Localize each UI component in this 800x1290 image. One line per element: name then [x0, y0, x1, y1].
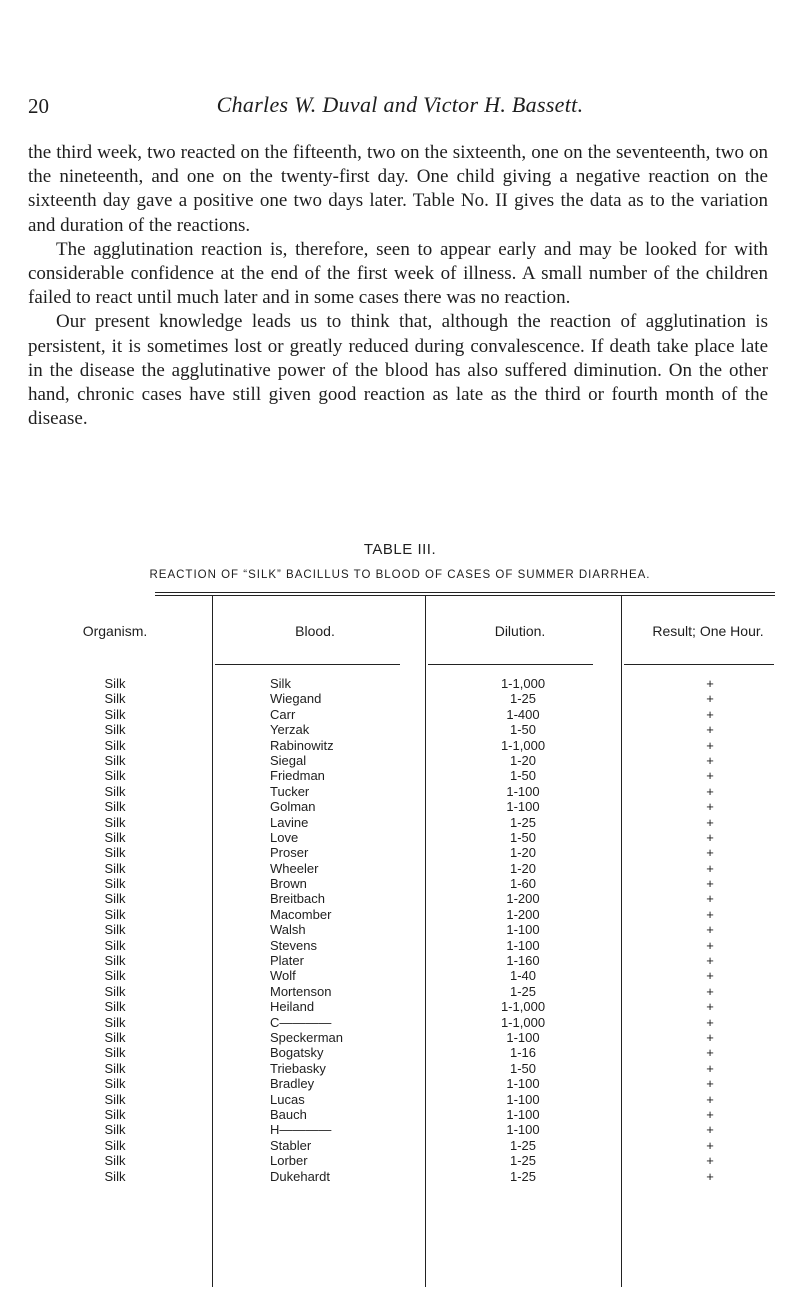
organism-cell: Silk	[104, 876, 126, 892]
result-cell: +	[706, 1153, 714, 1169]
table-row	[0, 799, 800, 814]
dilution-cell: 1-25	[509, 1168, 537, 1184]
blood-cell: Speckerman	[270, 1029, 343, 1045]
result-cell: +	[706, 1014, 714, 1030]
dilution-cell: 1-100	[506, 1106, 540, 1122]
dilution-cell: 1-25	[509, 983, 537, 999]
result-cell: +	[706, 953, 714, 969]
blood-cell: Tucker	[270, 783, 310, 799]
blood-cell: Dukehardt	[270, 1168, 330, 1184]
column-header-blood: Blood.	[295, 623, 335, 639]
table-row	[0, 1076, 800, 1091]
blood-cell: H————	[270, 1122, 332, 1138]
blood-cell: Stabler	[270, 1137, 312, 1153]
table-title: TABLE III.	[363, 541, 437, 558]
blood-cell: Triebasky	[270, 1060, 326, 1076]
dilution-cell: 1-1,000	[500, 1014, 546, 1030]
organism-cell: Silk	[104, 691, 126, 707]
result-cell: +	[706, 860, 714, 876]
table-row	[0, 1153, 800, 1168]
blood-cell: Friedman	[270, 768, 325, 784]
organism-cell: Silk	[104, 1106, 126, 1122]
dilution-cell: 1-25	[509, 1137, 537, 1153]
organism-cell: Silk	[104, 845, 126, 861]
table-row	[0, 753, 800, 768]
result-cell: +	[706, 1168, 714, 1184]
result-cell: +	[706, 1091, 714, 1107]
result-cell: +	[706, 722, 714, 738]
table-row	[0, 815, 800, 830]
table-row	[0, 1092, 800, 1107]
dilution-cell: 1-20	[509, 860, 537, 876]
column-header-dilution: Dilution.	[494, 623, 546, 639]
dilution-cell: 1-100	[506, 922, 540, 938]
dilution-cell: 1-20	[509, 752, 537, 768]
blood-cell: Lorber	[270, 1153, 308, 1169]
header-rule	[624, 664, 774, 665]
organism-cell: Silk	[104, 1076, 126, 1092]
dilution-cell: 1-20	[509, 845, 537, 861]
table-row	[0, 1045, 800, 1060]
blood-cell: Proser	[270, 845, 309, 861]
organism-cell: Silk	[104, 891, 126, 907]
table-row	[0, 891, 800, 906]
header-rule	[428, 664, 593, 665]
organism-cell: Silk	[104, 676, 126, 691]
table-row	[0, 768, 800, 783]
result-cell: +	[706, 737, 714, 753]
organism-cell: Silk	[104, 968, 126, 984]
blood-cell: Golman	[270, 799, 316, 815]
organism-cell: Silk	[104, 937, 126, 953]
blood-cell: Walsh	[270, 922, 306, 938]
table-row	[0, 1107, 800, 1122]
table-row	[0, 1122, 800, 1137]
table-row	[0, 1015, 800, 1030]
table-row	[0, 999, 800, 1014]
blood-cell: Yerzak	[270, 722, 310, 738]
result-cell: +	[706, 706, 714, 722]
blood-cell: Carr	[270, 706, 296, 722]
result-cell: +	[706, 1122, 714, 1138]
result-cell: +	[706, 983, 714, 999]
organism-cell: Silk	[104, 706, 126, 722]
organism-cell: Silk	[104, 783, 126, 799]
dilution-cell: 1-1,000	[500, 999, 546, 1015]
dilution-cell: 1-1,000	[500, 676, 546, 691]
dilution-cell: 1-200	[506, 906, 540, 922]
organism-cell: Silk	[104, 737, 126, 753]
organism-cell: Silk	[104, 829, 126, 845]
blood-cell: C————	[270, 1014, 332, 1030]
result-cell: +	[706, 676, 714, 691]
organism-cell: Silk	[104, 1045, 126, 1061]
table-row	[0, 676, 800, 691]
blood-cell: Wolf	[270, 968, 296, 984]
organism-cell: Silk	[104, 1091, 126, 1107]
blood-cell: Lucas	[270, 1091, 305, 1107]
result-cell: +	[706, 906, 714, 922]
dilution-cell: 1-100	[506, 937, 540, 953]
result-cell: +	[706, 768, 714, 784]
dilution-cell: 1-100	[506, 1076, 540, 1092]
dilution-cell: 1-160	[506, 953, 540, 969]
header-rule	[215, 664, 400, 665]
organism-cell: Silk	[104, 1122, 126, 1138]
result-cell: +	[706, 999, 714, 1015]
dilution-cell: 1-100	[506, 1091, 540, 1107]
blood-cell: Bradley	[270, 1076, 315, 1092]
table-row	[0, 1061, 800, 1076]
dilution-cell: 1-50	[509, 829, 537, 845]
table-row	[0, 938, 800, 953]
blood-cell: Bogatsky	[270, 1045, 324, 1061]
blood-cell: Mortenson	[270, 983, 332, 999]
table-row	[0, 830, 800, 845]
dilution-cell: 1-25	[509, 691, 537, 707]
result-cell: +	[706, 1045, 714, 1061]
body-text	[28, 141, 768, 431]
result-cell: +	[706, 891, 714, 907]
table-row	[0, 984, 800, 999]
table-row	[0, 845, 800, 860]
organism-cell: Silk	[104, 722, 126, 738]
result-cell: +	[706, 1029, 714, 1045]
blood-cell: Heiland	[270, 999, 315, 1015]
page-header	[0, 88, 800, 122]
result-cell: +	[706, 799, 714, 815]
blood-cell: Stevens	[270, 937, 317, 953]
table-row	[0, 922, 800, 937]
table-top-rule-2	[155, 595, 775, 596]
table-row	[0, 876, 800, 891]
organism-cell: Silk	[104, 1060, 126, 1076]
table-row	[0, 707, 800, 722]
organism-cell: Silk	[104, 922, 126, 938]
blood-cell: Macomber	[270, 906, 332, 922]
dilution-cell: 1-50	[509, 722, 537, 738]
dilution-cell: 1-16	[509, 1045, 537, 1061]
blood-cell: Brown	[270, 876, 307, 892]
blood-cell: Bauch	[270, 1106, 307, 1122]
paragraph: the third week, two reacted on the fifteenth, two on the sixteenth, one on the seventeenth, two on the nineteenth, and one on the twenty-first day. One child giving a negative reaction on the sixteenth day gave a positive one two days later. Table No. II gives the data as to the variation and duration of the reactions.	[28, 142, 768, 236]
blood-cell: Lavine	[270, 814, 309, 830]
result-cell: +	[706, 937, 714, 953]
table-row	[0, 1138, 800, 1153]
blood-cell: Wheeler	[270, 860, 319, 876]
dilution-cell: 1-400	[506, 706, 540, 722]
result-cell: +	[706, 1060, 714, 1076]
blood-cell: Wiegand	[270, 691, 322, 707]
dilution-cell: 1-50	[509, 1060, 537, 1076]
result-cell: +	[706, 691, 714, 707]
table-row	[0, 738, 800, 753]
blood-cell: Siegal	[270, 752, 307, 768]
dilution-cell: 1-50	[509, 768, 537, 784]
blood-cell: Breitbach	[270, 891, 325, 907]
dilution-cell: 1-100	[506, 1122, 540, 1138]
result-cell: +	[706, 1106, 714, 1122]
table-row	[0, 722, 800, 737]
result-cell: +	[706, 922, 714, 938]
table-row	[0, 861, 800, 876]
blood-cell: Silk	[270, 676, 291, 691]
table-row	[0, 953, 800, 968]
paragraph: The agglutination reaction is, therefore, seen to appear early and may be looked for with considerable confidence at the end of the first week of illness. A small number of the children failed to react until much later and in some cases there was no reaction.	[28, 238, 768, 309]
result-cell: +	[706, 968, 714, 984]
table-row	[0, 784, 800, 799]
table-body	[0, 676, 800, 1184]
dilution-cell: 1-25	[509, 814, 537, 830]
table-row	[0, 907, 800, 922]
organism-cell: Silk	[104, 983, 126, 999]
result-cell: +	[706, 845, 714, 861]
running-title: Charles W. Duval and Victor H. Bassett.	[216, 92, 584, 117]
result-cell: +	[706, 814, 714, 830]
organism-cell: Silk	[104, 999, 126, 1015]
column-header-organism: Organism.	[82, 623, 148, 639]
table-row	[0, 1169, 800, 1184]
organism-cell: Silk	[104, 768, 126, 784]
table-top-rule	[155, 592, 775, 593]
table-row	[0, 1030, 800, 1045]
blood-cell: Plater	[270, 953, 304, 969]
result-cell: +	[706, 783, 714, 799]
organism-cell: Silk	[104, 1014, 126, 1030]
organism-cell: Silk	[104, 752, 126, 768]
result-cell: +	[706, 876, 714, 892]
table-row	[0, 968, 800, 983]
table-row	[0, 691, 800, 706]
dilution-cell: 1-100	[506, 799, 540, 815]
result-cell: +	[706, 1076, 714, 1092]
dilution-cell: 1-40	[509, 968, 537, 984]
organism-cell: Silk	[104, 860, 126, 876]
organism-cell: Silk	[104, 953, 126, 969]
page-number: 20	[28, 94, 49, 118]
result-cell: +	[706, 829, 714, 845]
dilution-cell: 1-25	[509, 1153, 537, 1169]
organism-cell: Silk	[104, 1153, 126, 1169]
organism-cell: Silk	[104, 799, 126, 815]
organism-cell: Silk	[104, 814, 126, 830]
dilution-cell: 1-100	[506, 783, 540, 799]
dilution-cell: 1-200	[506, 891, 540, 907]
dilution-cell: 1-100	[506, 1029, 540, 1045]
table-caption: REACTION OF “SILK” BACILLUS TO BLOOD OF CASES OF SUMMER DIARRHEA.	[149, 569, 651, 581]
paragraph: Our present knowledge leads us to think that, although the reaction of agglutination is persistent, it is sometimes lost or greatly reduced during convalescence. If death take place late in the disease the agglutinative power of the blood has also suffered diminution. On the other hand, chronic cases have still given good reaction as late as the third or fourth month of the disease.	[28, 311, 768, 430]
dilution-cell: 1-1,000	[500, 737, 546, 753]
dilution-cell: 1-60	[509, 876, 537, 892]
organism-cell: Silk	[104, 1137, 126, 1153]
result-cell: +	[706, 1137, 714, 1153]
blood-cell: Rabinowitz	[270, 737, 334, 753]
result-cell: +	[706, 752, 714, 768]
organism-cell: Silk	[104, 906, 126, 922]
column-header-result: Result; One Hour.	[652, 623, 764, 639]
organism-cell: Silk	[104, 1168, 126, 1184]
organism-cell: Silk	[104, 1029, 126, 1045]
blood-cell: Love	[270, 829, 299, 845]
